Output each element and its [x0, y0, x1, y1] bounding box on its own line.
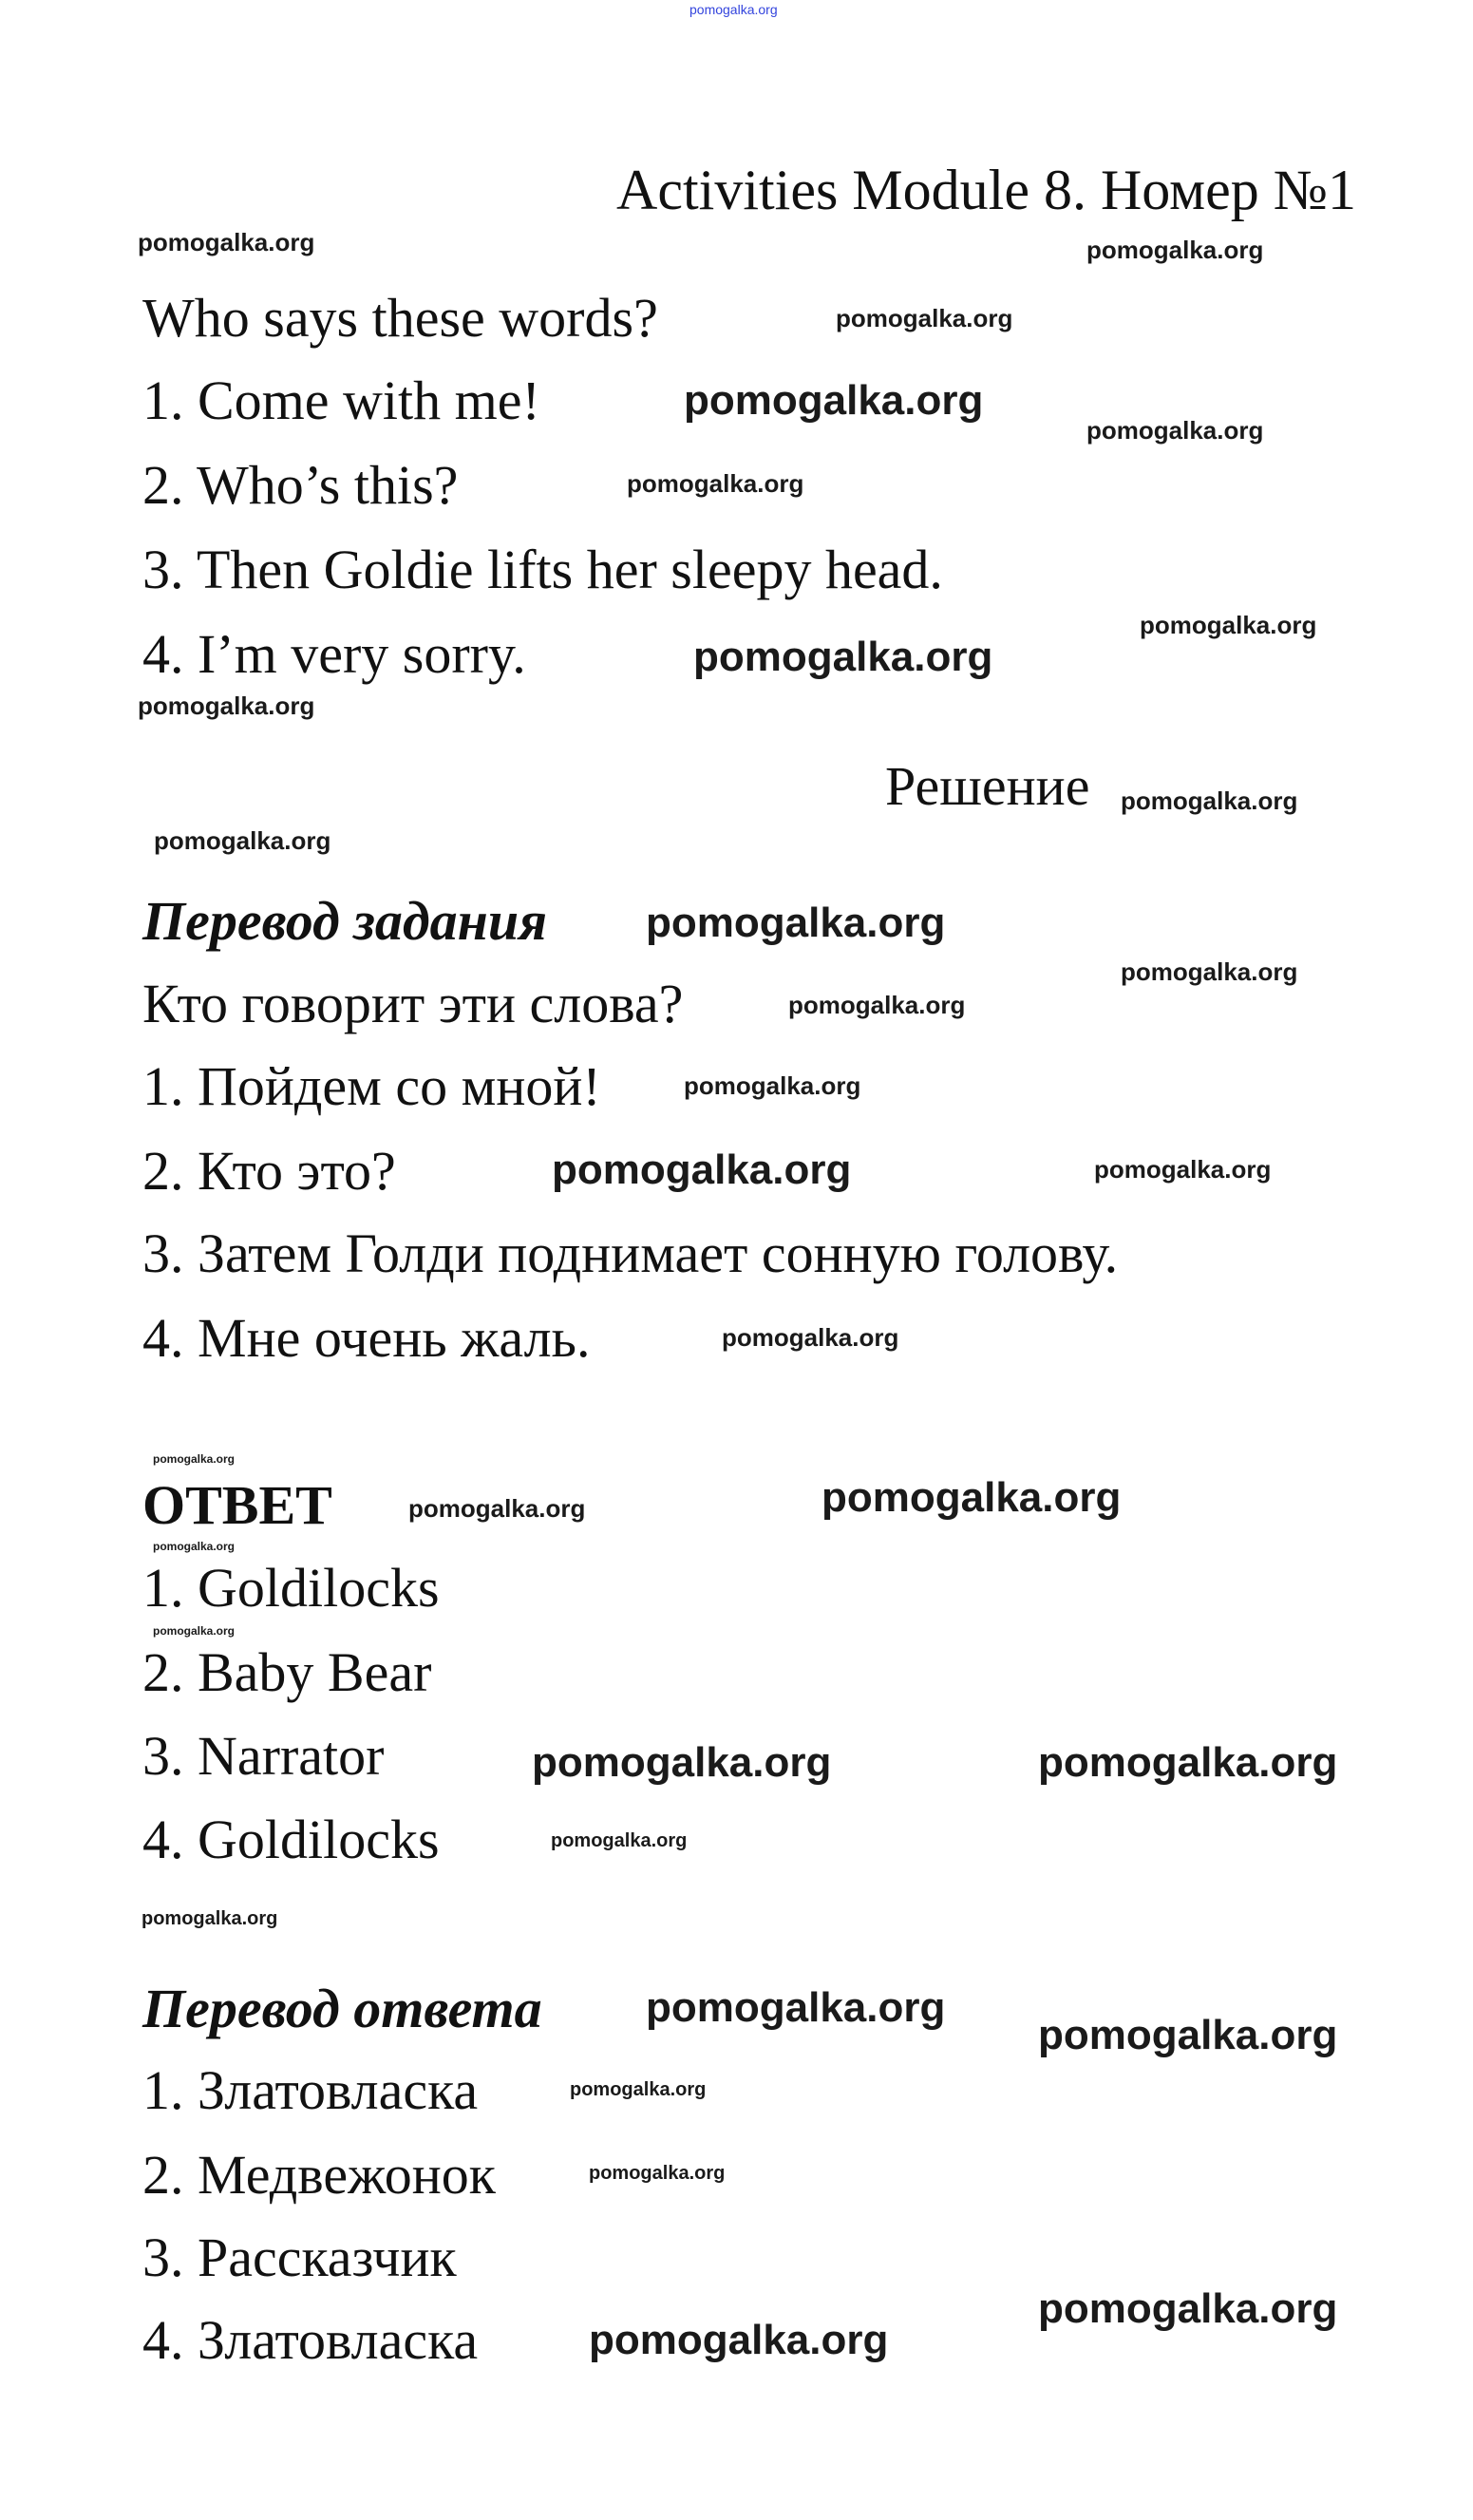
watermark: pomogalka.org [138, 228, 315, 256]
watermark: pomogalka.org [1038, 1739, 1338, 1786]
answer-translation-heading: Перевод ответа [142, 1978, 542, 2039]
watermark: pomogalka.org [836, 304, 1013, 332]
page-title: Activities Module 8. Номер №1 [616, 159, 1356, 221]
answer-item: 4. Goldilocks [142, 1809, 440, 1870]
watermark: pomogalka.org [1038, 2285, 1338, 2332]
solution-label: Решение [885, 755, 1090, 817]
watermark: pomogalka.org [142, 1908, 278, 1929]
watermark: pomogalka.org [1086, 236, 1264, 264]
answer-heading: ОТВЕТ [142, 1474, 332, 1536]
translation-item: 3. Затем Голди поднимает сонную голову. [142, 1222, 1119, 1284]
watermark: pomogalka.org [552, 1146, 852, 1193]
watermark: pomogalka.org [153, 1624, 236, 1638]
task-item: 1. Come with me! [142, 369, 540, 431]
translation-question: Кто говорит эти слова? [142, 973, 684, 1034]
watermark: pomogalka.org [1121, 957, 1298, 986]
watermark: pomogalka.org [153, 1540, 236, 1553]
watermark: pomogalka.org [1140, 611, 1317, 639]
task-translation-heading: Перевод задания [142, 890, 547, 952]
watermark: pomogalka.org [627, 469, 804, 498]
translation-item: 2. Кто это? [142, 1140, 396, 1202]
answer-item: 3. Narrator [142, 1725, 385, 1787]
answer-translation-item: 4. Златовласка [142, 2309, 479, 2371]
task-item: 3. Then Goldie lifts her sleepy head. [142, 539, 943, 600]
watermark: pomogalka.org [570, 2079, 707, 2100]
watermark: pomogalka.org [693, 634, 993, 680]
watermark: pomogalka.org [1038, 2012, 1338, 2058]
watermark: pomogalka.org [1086, 416, 1264, 445]
translation-item: 4. Мне очень жаль. [142, 1307, 591, 1369]
answer-translation-item: 3. Рассказчик [142, 2226, 457, 2288]
watermark: pomogalka.org [138, 692, 315, 720]
watermark: pomogalka.org [589, 2317, 889, 2363]
watermark: pomogalka.org [788, 991, 966, 1019]
watermark: pomogalka.org [551, 1830, 688, 1851]
task-item: 2. Who’s this? [142, 454, 459, 516]
watermark: pomogalka.org [684, 1071, 861, 1100]
watermark: pomogalka.org [532, 1739, 832, 1786]
task-question: Who says these words? [142, 287, 658, 349]
watermark: pomogalka.org [1121, 786, 1298, 815]
answer-translation-item: 1. Златовласка [142, 2059, 479, 2121]
answer-item: 1. Goldilocks [142, 1557, 440, 1619]
task-item: 4. I’m very sorry. [142, 623, 526, 685]
watermark: pomogalka.org [408, 1494, 586, 1523]
watermark: pomogalka.org [646, 1984, 946, 2031]
watermark: pomogalka.org [684, 377, 984, 424]
answer-item: 2. Baby Bear [142, 1641, 432, 1703]
watermark: pomogalka.org [153, 1452, 236, 1466]
watermark: pomogalka.org [154, 826, 331, 855]
watermark: pomogalka.org [589, 2163, 726, 2184]
watermark: pomogalka.org [821, 1474, 1122, 1521]
watermark: pomogalka.org [1094, 1155, 1272, 1184]
answer-translation-item: 2. Медвежонок [142, 2144, 496, 2206]
watermark: pomogalka.org [646, 900, 946, 946]
watermark: pomogalka.org [722, 1323, 899, 1352]
header-watermark[interactable]: pomogalka.org [689, 2, 778, 17]
translation-item: 1. Пойдем со мной! [142, 1055, 601, 1117]
